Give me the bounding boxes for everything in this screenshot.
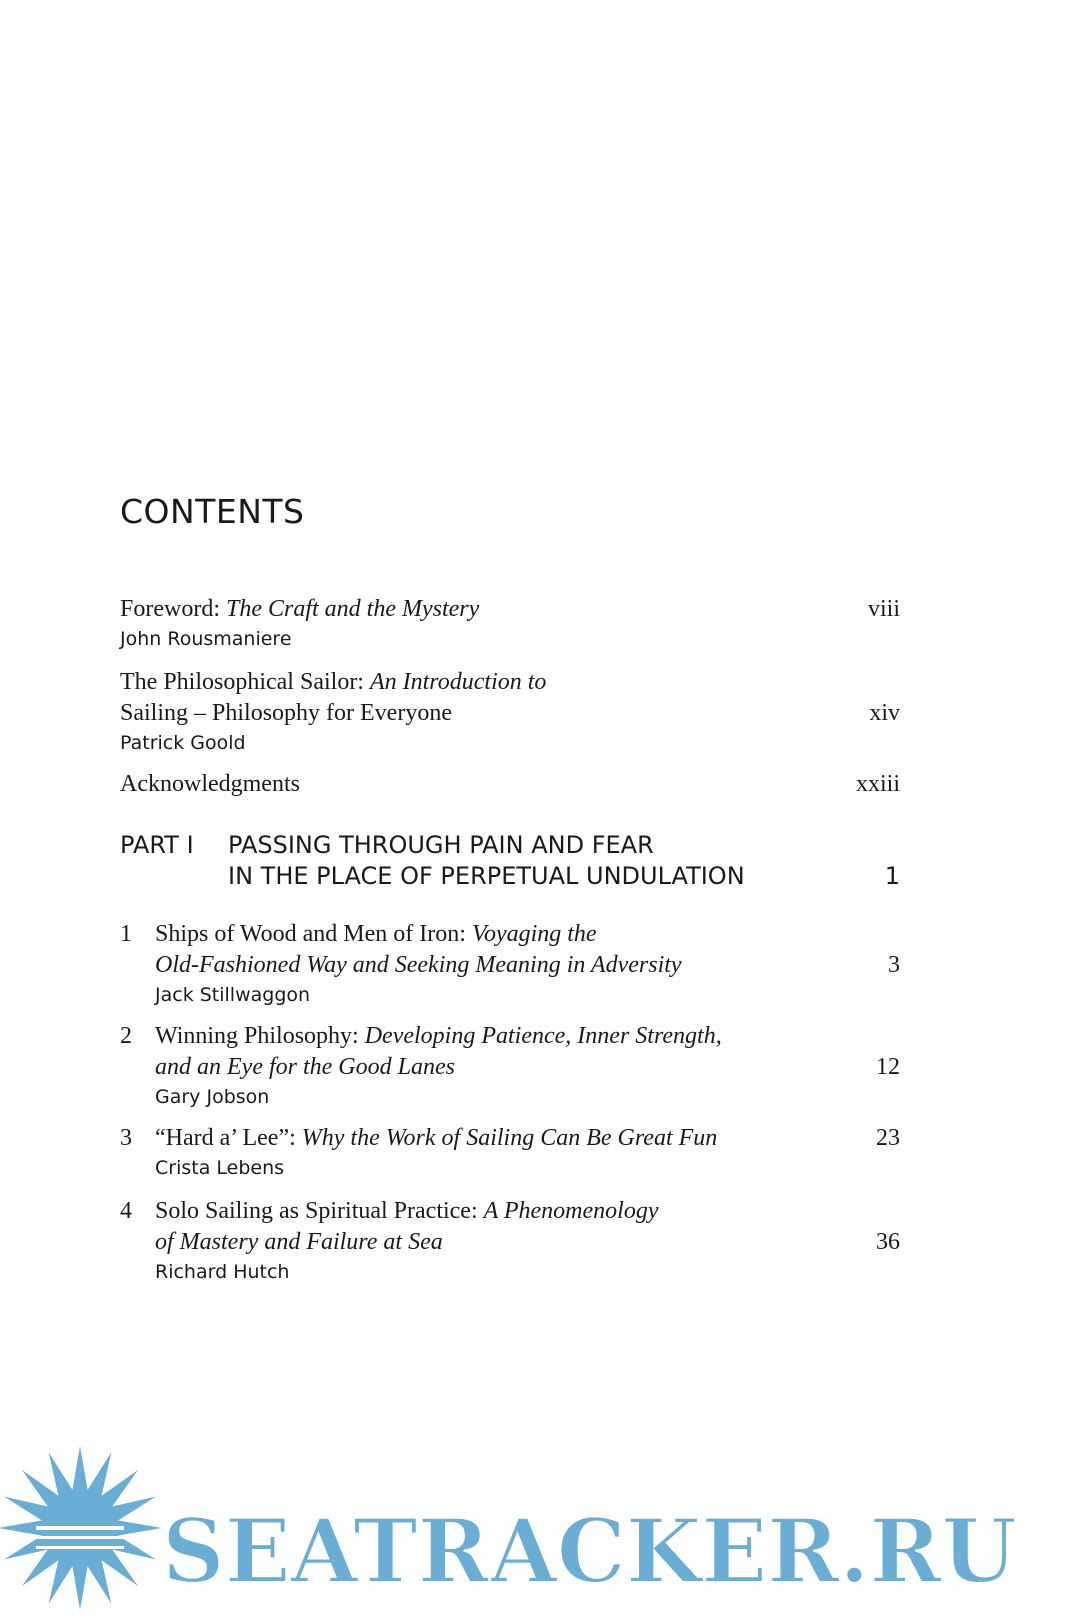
toc-entry-introduction[interactable] xyxy=(120,667,900,756)
toc-chapter-3[interactable] xyxy=(120,1123,900,1181)
chapter-title-line-1: Ships of Wood and Men of Iron: Voyaging the xyxy=(155,921,597,947)
watermark-text: SEATRACKER.RU xyxy=(162,1499,1017,1603)
entry-title-line-2: Sailing – Philosophy for Everyone xyxy=(120,700,452,726)
sun-icon xyxy=(0,1446,162,1610)
part-label: PART I xyxy=(120,831,194,859)
page-number: 23 xyxy=(876,1125,900,1151)
chapter-author: Crista Lebens xyxy=(155,1157,285,1179)
entry-author: John Rousmaniere xyxy=(120,628,292,650)
chapter-number: 1 xyxy=(120,921,132,947)
chapter-title-line-2: and an Eye for the Good Lanes xyxy=(155,1054,455,1080)
chapter-title-line-2: Old-Fashioned Way and Seeking Meaning in Adversity xyxy=(155,952,682,978)
chapter-title-line-1: Solo Sailing as Spiritual Practice: A Phenomenology xyxy=(155,1198,659,1224)
entry-title: Foreword: The Craft and the Mystery xyxy=(120,596,480,622)
part-title-line-1: PASSING THROUGH PAIN AND FEAR xyxy=(228,831,654,859)
chapter-title: “Hard a’ Lee”: Why the Work of Sailing Can Be Great Fun xyxy=(155,1125,718,1151)
page-number: xxiii xyxy=(855,771,900,797)
chapter-author: Richard Hutch xyxy=(155,1261,290,1283)
entry-author: Patrick Goold xyxy=(120,732,246,754)
part-heading[interactable] xyxy=(120,830,900,892)
toc-chapter-2[interactable] xyxy=(120,1021,900,1110)
page-title: CONTENTS xyxy=(120,492,305,532)
toc-chapter-1[interactable] xyxy=(120,919,900,1008)
toc-entry-foreword[interactable] xyxy=(120,594,900,652)
page-number: 12 xyxy=(876,1054,900,1080)
chapter-author: Gary Jobson xyxy=(155,1086,270,1108)
page-number: viii xyxy=(867,596,900,622)
chapter-number: 2 xyxy=(120,1023,132,1049)
part-title-line-2: IN THE PLACE OF PERPETUAL UNDULATION xyxy=(228,862,745,890)
toc-chapter-4[interactable] xyxy=(120,1196,900,1285)
chapter-author: Jack Stillwaggon xyxy=(155,984,311,1006)
page-number: 3 xyxy=(888,952,900,978)
chapter-title-line-2: of Mastery and Failure at Sea xyxy=(155,1229,443,1255)
watermark xyxy=(0,1430,1077,1622)
page-number: xiv xyxy=(869,700,900,726)
page-number: 1 xyxy=(884,862,900,890)
toc-entry-acknowledgments[interactable] xyxy=(120,769,900,800)
entry-title: Acknowledgments xyxy=(120,771,300,797)
chapter-title-line-1: Winning Philosophy: Developing Patience, Inner Strength, xyxy=(155,1023,722,1049)
page-number: 36 xyxy=(876,1229,900,1255)
chapter-number: 3 xyxy=(120,1125,132,1151)
entry-title-line-1: The Philosophical Sailor: An Introduction to xyxy=(120,669,547,695)
chapter-number: 4 xyxy=(120,1198,132,1224)
